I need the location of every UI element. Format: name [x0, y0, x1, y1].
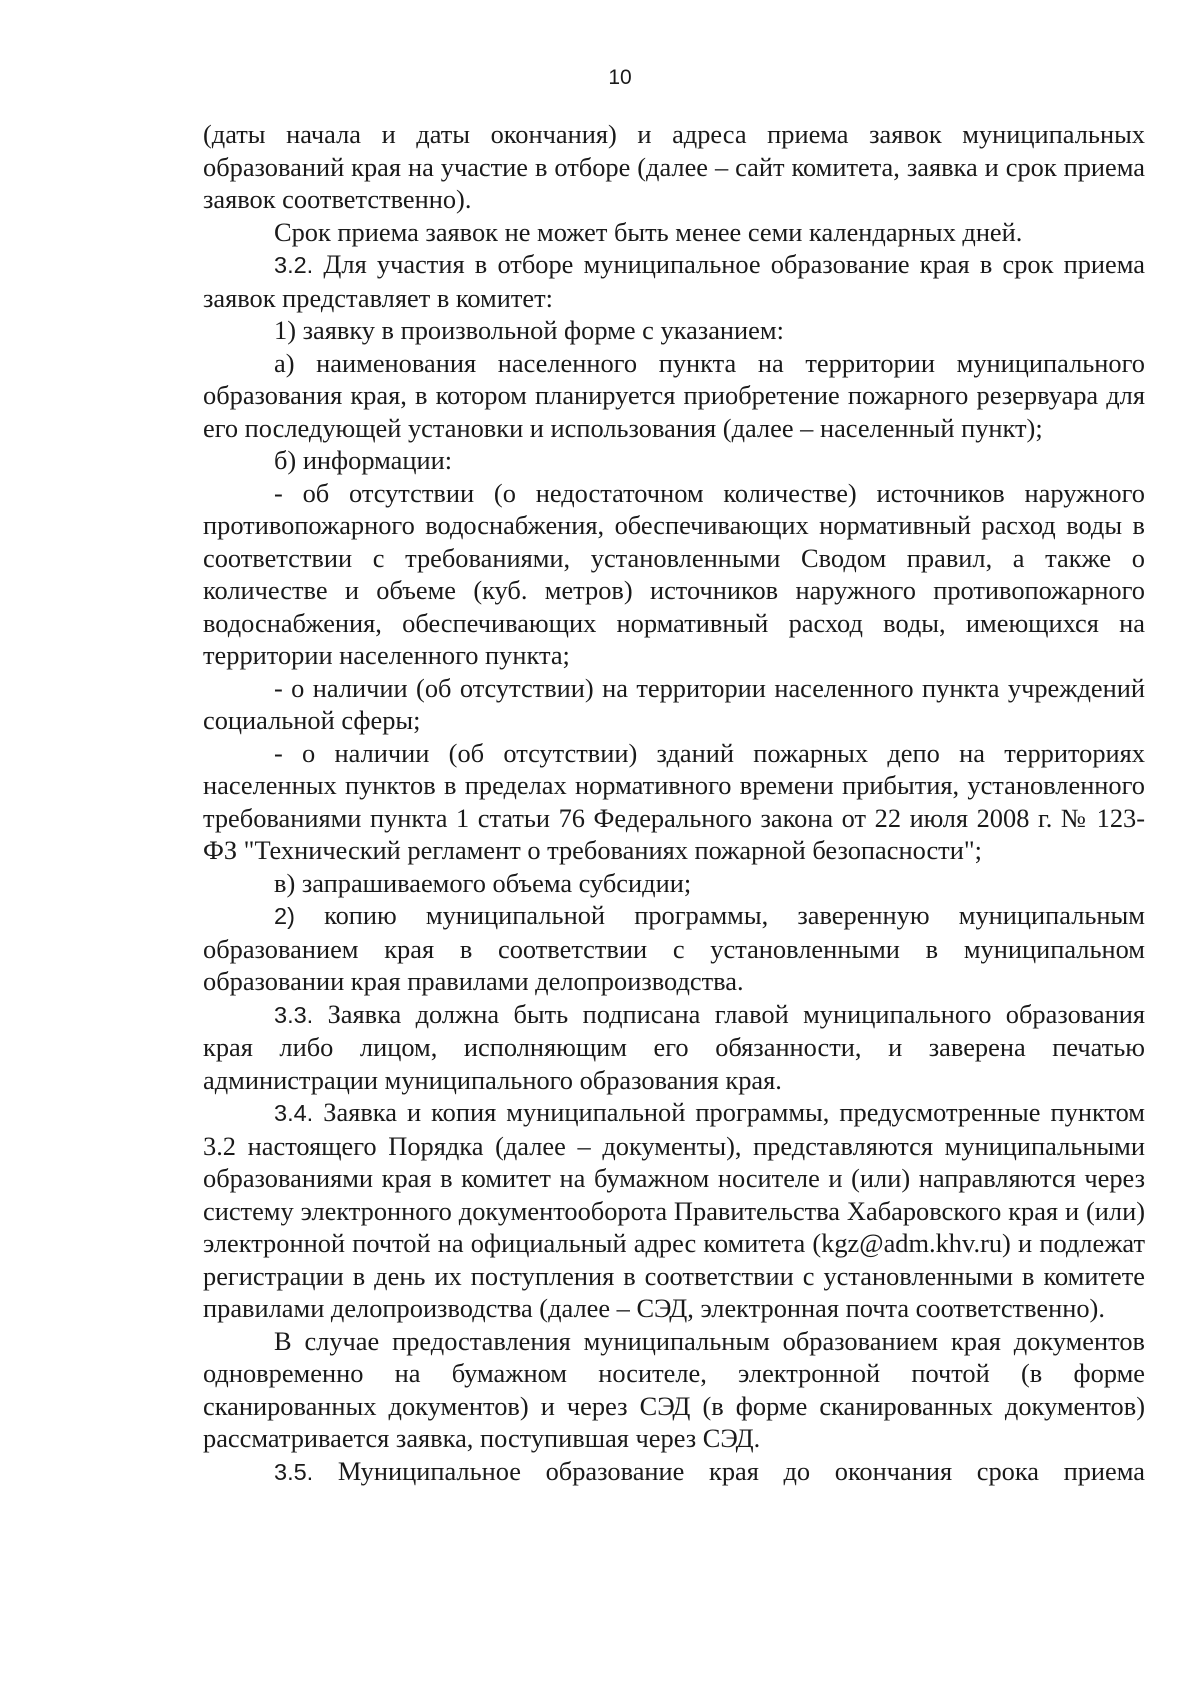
paragraph-text: - о наличии (об отсутствии) на территории населенного пункта учреждений социальной сферы;: [203, 672, 1145, 735]
clause-number: 3.5.: [274, 1458, 314, 1485]
paragraph-text: (даты начала и даты окончания) и адреса приема заявок муниципальных образований края на участие в отборе (далее – сайт комитета, заявка и срок приема заявок соответственно).: [203, 119, 1145, 214]
paragraph-text: Срок приема заявок не может быть менее семи календарных дней.: [274, 216, 1023, 247]
paragraph-water-sources: [203, 477, 1145, 672]
clause-number: 3.3.: [274, 1001, 314, 1028]
paragraph-item-b: [203, 444, 1145, 477]
document-body: [203, 118, 1145, 1488]
paragraph-text: Заявка должна быть подписана главой муниципального образования края либо лицом, исполняющим его обязанности, и заверена печатью администрации муниципального образования края.: [203, 998, 1145, 1095]
paragraph-submission-period: [203, 216, 1145, 249]
paragraph-fire-depots: [203, 737, 1145, 867]
paragraph-text: б) информации:: [274, 445, 453, 475]
paragraph-text: а) наименования населенного пункта на территории муниципального образования края, в котором планируется приобретение пожарного резервуара для его последующей установки и использования (далее – населенный пункт);: [203, 347, 1145, 443]
paragraph-text: в) запрашиваемого объема субсидии;: [274, 867, 692, 898]
paragraph-3-4: [203, 1096, 1145, 1325]
page-number: 10: [608, 66, 632, 89]
paragraph-text: - о наличии (об отсутствии) зданий пожарных депо на территориях населенных пунктов в пределах нормативного времени прибытия, установленного требованиями пункта 1 статьи 76 Федерального закона от 22 июля 2008 г. № 123-ФЗ "Технический регламент о требованиях пожарной безопасности";: [203, 737, 1145, 865]
paragraph-item-v: [203, 867, 1145, 900]
paragraph-item-1: [203, 314, 1145, 347]
paragraph-text: Муниципальное образование края до окончания срока приема: [313, 1455, 1145, 1486]
paragraph-duplicate-submission: [203, 1325, 1145, 1455]
paragraph-item-a: [203, 347, 1145, 445]
paragraph-social-institutions: [203, 672, 1145, 737]
paragraph-text: В случае предоставления муниципальным образованием края документов одновременно на бумажном носителе, электронной почтой (в форме сканированных документов) и через СЭД (в форме сканированных документов) рассматривается заявка, поступившая через СЭД.: [203, 1325, 1145, 1453]
paragraph-text: - об отсутствии (о недостаточном количестве) источников наружного противопожарного водоснабжения, обеспечивающих нормативный расход воды в соответствии с требованиями, установленными Сводом правил, а также о количестве и объеме (куб. метров) источников наружного противопожарного водоснабжения, обеспечивающих нормативный расход воды, имеющихся на территории населенного пункта;: [203, 477, 1145, 670]
paragraph-dates-continuation: [203, 118, 1145, 216]
paragraph-text: Заявка и копия муниципальной программы, предусмотренные пунктом 3.2 настоящего Порядка (далее – документы), представляются муниципальными образованиями края в комитет на бумажном носителе и (или) направляются через систему электронного документооборота Правительства Хабаровского края и (или) электронной почтой на официальный адрес комитета (kgz@adm.khv.ru) и подлежат регистрации в день их поступления в соответствии с установленными в комитете правилами делопроизводства (далее – СЭД, электронная почта соответственно).: [203, 1097, 1145, 1323]
paragraph-text: Для участия в отборе муниципальное образование края в срок приема заявок представляет в комитет:: [203, 249, 1145, 313]
clause-number: 2): [274, 903, 295, 929]
paragraph-text: 1) заявку в произвольной форме с указанием:: [274, 315, 784, 345]
paragraph-3-2: [203, 248, 1145, 314]
clause-number: 3.4.: [274, 1100, 314, 1126]
paragraph-3-3: [203, 998, 1145, 1097]
paragraph-item-2: [203, 899, 1145, 998]
paragraph-3-5: [203, 1455, 1145, 1489]
clause-number: 3.2.: [274, 252, 314, 278]
paragraph-text: копию муниципальной программы, заверенную муниципальным образованием края в соответствии с установленными в муниципальном образовании края правилами делопроизводства.: [203, 900, 1145, 996]
